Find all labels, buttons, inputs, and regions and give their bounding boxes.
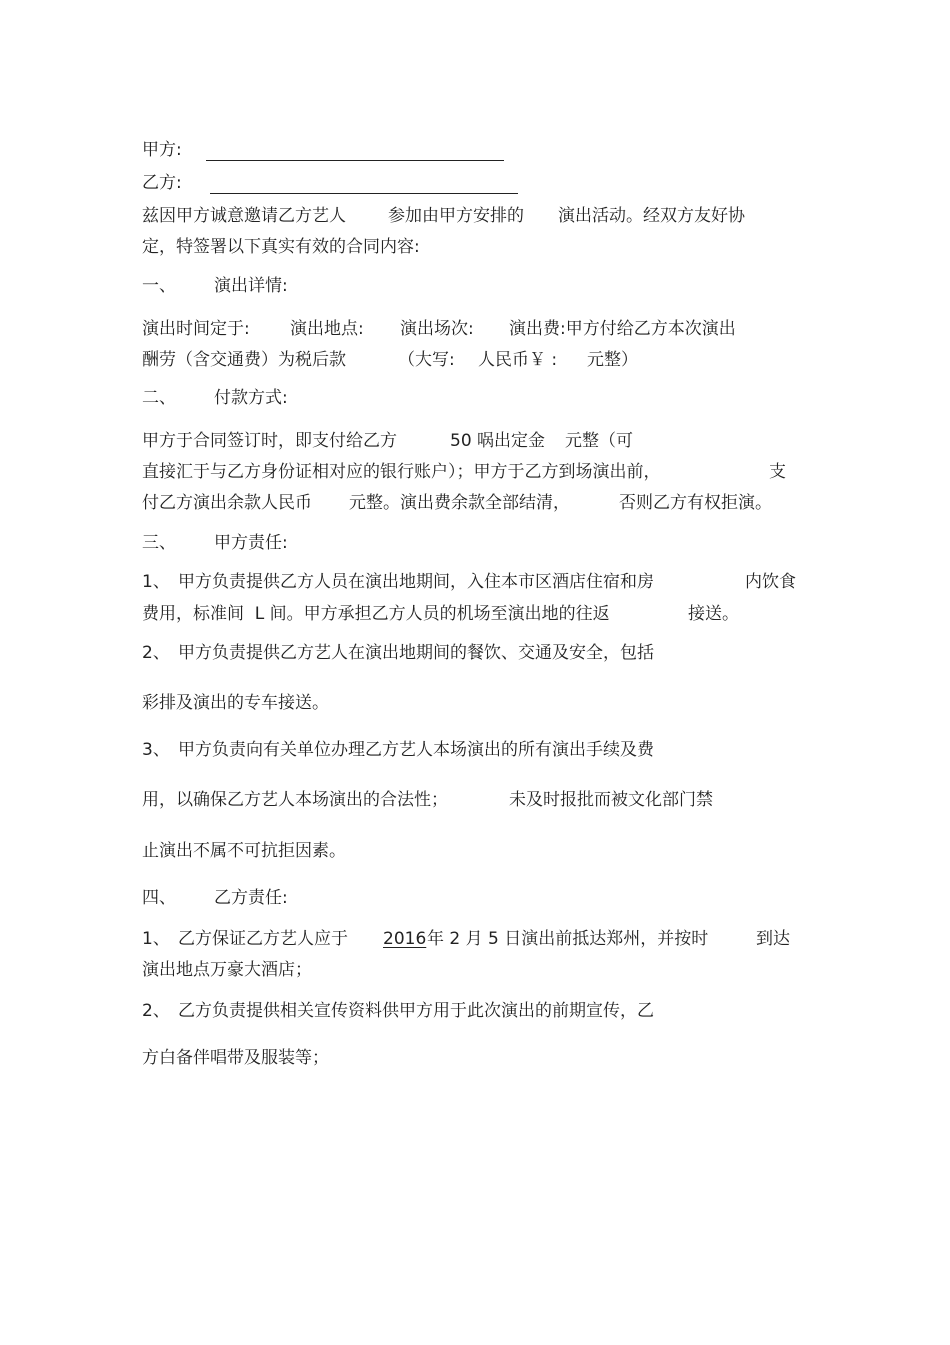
intro-line-2 bbox=[0, 230, 950, 264]
s3-item-1-line-2 bbox=[0, 597, 950, 631]
party-a-label: 甲方: bbox=[142, 140, 182, 160]
clause-text: 50 㖞出定金 bbox=[450, 431, 546, 451]
party-a-line bbox=[0, 133, 950, 167]
clause-text: 支 bbox=[769, 462, 786, 482]
intro-text: 演出活动。经双方友好协 bbox=[558, 206, 745, 226]
clause-text: 演出场次: bbox=[400, 319, 474, 339]
section-title: 甲方责任: bbox=[214, 533, 288, 553]
clause-text: 直接汇于与乙方身份证相对应的银行账户）；甲方于乙方到场演出前， bbox=[142, 462, 661, 482]
clause-text: 乙方保证乙方艺人应于 bbox=[178, 929, 348, 949]
clause-text: 甲方负责提供乙方艺人在演出地期间的餐饮、交通及安全，包括 bbox=[178, 643, 654, 663]
section-title: 演出详情: bbox=[214, 276, 288, 296]
section-3-heading bbox=[0, 526, 950, 560]
clause-text: 费用，标准间 L 间。甲方承担乙方人员的机场至演出地的往返 bbox=[142, 604, 610, 624]
s2-line-2 bbox=[0, 455, 950, 489]
clause-text: 彩排及演出的专车接送。 bbox=[142, 693, 329, 713]
clause-text: 到达 bbox=[756, 929, 790, 949]
clause-text: 元整（可 bbox=[565, 431, 633, 451]
clause-text: 乙方负责提供相关宣传资料供甲方用于此次演出的前期宣传，乙 bbox=[178, 1001, 654, 1021]
item-number: 1、 bbox=[142, 929, 170, 949]
clause-text: 甲方于合同签订时，即支付给乙方 bbox=[142, 431, 397, 451]
party-b-line bbox=[0, 166, 950, 200]
item-number: 1、 bbox=[142, 572, 170, 592]
section-2-heading bbox=[0, 381, 950, 415]
item-number: 2、 bbox=[142, 1001, 170, 1021]
party-b-blank bbox=[210, 193, 518, 194]
clause-text: 元整。演出费余款全部结清， bbox=[349, 493, 570, 513]
s4-item-2-line-2 bbox=[0, 1041, 950, 1075]
s4-item-1-line-2 bbox=[0, 953, 950, 987]
clause-text: 人民币￥ : bbox=[478, 350, 558, 370]
intro-text: 定，特签署以下真实有效的合同内容: bbox=[142, 237, 420, 257]
clause-text: 演出时间定于: bbox=[142, 319, 250, 339]
clause-text: 接送。 bbox=[688, 604, 739, 624]
section-number: 四、 bbox=[142, 888, 176, 908]
section-number: 二、 bbox=[142, 388, 176, 408]
clause-text: 演出地点万豪大酒店； bbox=[142, 960, 312, 980]
s3-item-1-line-1 bbox=[0, 565, 950, 599]
intro-text: 兹因甲方诚意邀请乙方艺人 bbox=[142, 206, 346, 226]
intro-line-1 bbox=[0, 199, 950, 233]
clause-text: 方白备伴唱带及服装等； bbox=[142, 1048, 329, 1068]
section-1-heading bbox=[0, 269, 950, 303]
clause-text: 未及时报批而被文化部门禁 bbox=[509, 790, 713, 810]
arrival-year: 2016 bbox=[383, 929, 427, 949]
clause-text: （大写: bbox=[398, 350, 455, 370]
section-4-heading bbox=[0, 881, 950, 915]
intro-text: 参加由甲方安排的 bbox=[388, 206, 524, 226]
section-title: 乙方责任: bbox=[214, 888, 288, 908]
clause-text: 甲方负责向有关单位办理乙方艺人本场演出的所有演出手续及费 bbox=[178, 740, 654, 760]
s3-item-3-line-3 bbox=[0, 834, 950, 868]
clause-text: 付乙方演出余款人民币 bbox=[142, 493, 312, 513]
s1-line-1 bbox=[0, 312, 950, 346]
party-a-blank bbox=[206, 160, 504, 161]
clause-text: 元整） bbox=[587, 350, 638, 370]
party-b-label: 乙方: bbox=[142, 173, 182, 193]
s2-line-1 bbox=[0, 424, 950, 458]
clause-text: 止演出不属不可抗拒因素。 bbox=[142, 841, 346, 861]
s1-line-2 bbox=[0, 343, 950, 377]
s4-item-1-line-1 bbox=[0, 922, 950, 956]
section-title: 付款方式: bbox=[214, 388, 288, 408]
clause-text: 年 2 月 5 日演出前抵达郑州，并按时 bbox=[427, 929, 709, 949]
s3-item-3-line-2 bbox=[0, 783, 950, 817]
section-number: 一、 bbox=[142, 276, 176, 296]
s3-item-2-line-1 bbox=[0, 636, 950, 670]
clause-text: 酬劳（含交通费）为税后款 bbox=[142, 350, 346, 370]
s3-item-2-line-2 bbox=[0, 686, 950, 720]
item-number: 3、 bbox=[142, 740, 170, 760]
clause-text: 用，以确保乙方艺人本场演出的合法性； bbox=[142, 790, 448, 810]
clause-text: 否则乙方有权拒演。 bbox=[619, 493, 772, 513]
clause-text: 甲方负责提供乙方人员在演出地期间，入住本市区酒店住宿和房 bbox=[178, 572, 654, 592]
s3-item-3-line-1 bbox=[0, 733, 950, 767]
clause-text: 演出费:甲方付给乙方本次演出 bbox=[509, 319, 736, 339]
section-number: 三、 bbox=[142, 533, 176, 553]
s4-item-2-line-1 bbox=[0, 994, 950, 1028]
clause-text: 演出地点: bbox=[290, 319, 364, 339]
item-number: 2、 bbox=[142, 643, 170, 663]
clause-text: 内饮食 bbox=[745, 572, 796, 592]
s2-line-3 bbox=[0, 486, 950, 520]
